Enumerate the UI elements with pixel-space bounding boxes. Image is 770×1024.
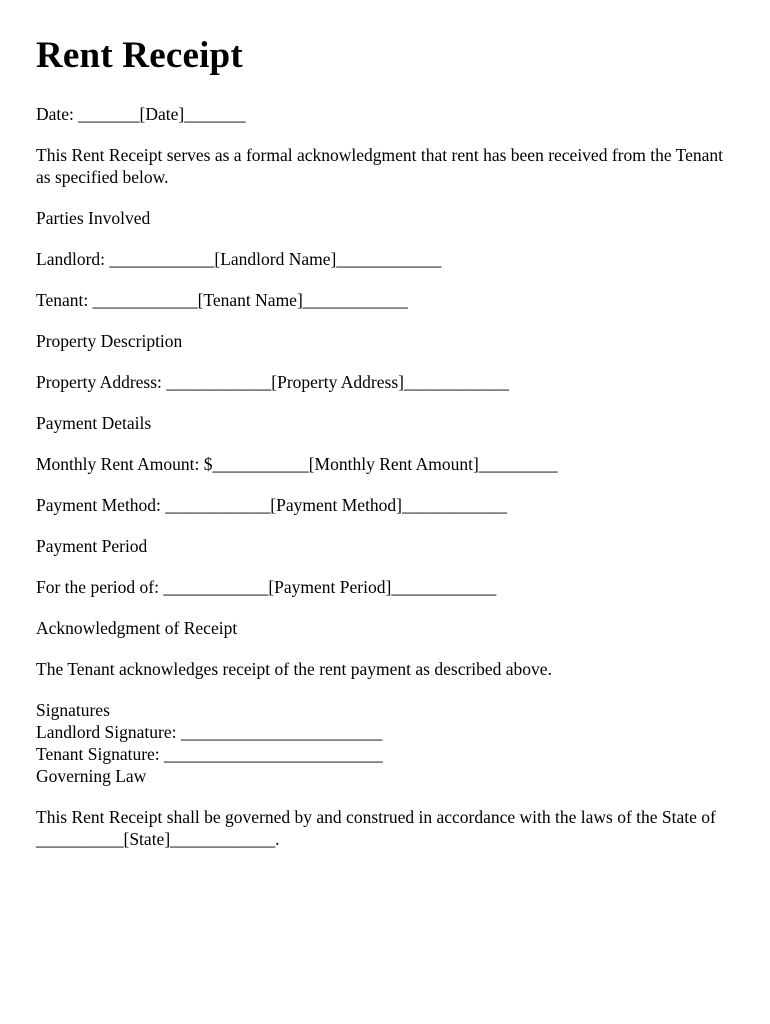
acknowledgment-heading: Acknowledgment of Receipt: [36, 618, 238, 638]
governing-law-text: This Rent Receipt shall be governed by and construed in accordance with the laws of the State of __________[State]____________.: [36, 807, 716, 849]
monthly-rent-line: Monthly Rent Amount: $___________[Monthly Rent Amount]_________: [36, 454, 558, 474]
date-line: Date: _______[Date]_______: [36, 104, 246, 124]
parties-heading: Parties Involved: [36, 208, 151, 228]
landlord-line: Landlord: ____________[Landlord Name]____________: [36, 249, 442, 269]
tenant-signature-line: Tenant Signature: _________________________: [36, 744, 383, 764]
period-line: For the period of: ____________[Payment Period]____________: [36, 577, 497, 597]
acknowledgment-text: The Tenant acknowledges receipt of the rent payment as described above.: [36, 659, 552, 679]
landlord-signature-line: Landlord Signature: _______________________: [36, 722, 383, 742]
tenant-line: Tenant: ____________[Tenant Name]____________: [36, 290, 408, 310]
document-title: Rent Receipt: [36, 35, 243, 76]
property-address-line: Property Address: ____________[Property Address]____________: [36, 372, 509, 392]
payment-heading: Payment Details: [36, 413, 152, 433]
payment-period-heading: Payment Period: [36, 536, 148, 556]
property-heading: Property Description: [36, 331, 183, 351]
signatures-heading: Signatures: [36, 700, 110, 720]
governing-law-heading: Governing Law: [36, 766, 147, 786]
intro-paragraph: This Rent Receipt serves as a formal acknowledgment that rent has been received from the Tenant as specified below.: [36, 145, 724, 187]
payment-method-line: Payment Method: ____________[Payment Method]____________: [36, 495, 508, 515]
